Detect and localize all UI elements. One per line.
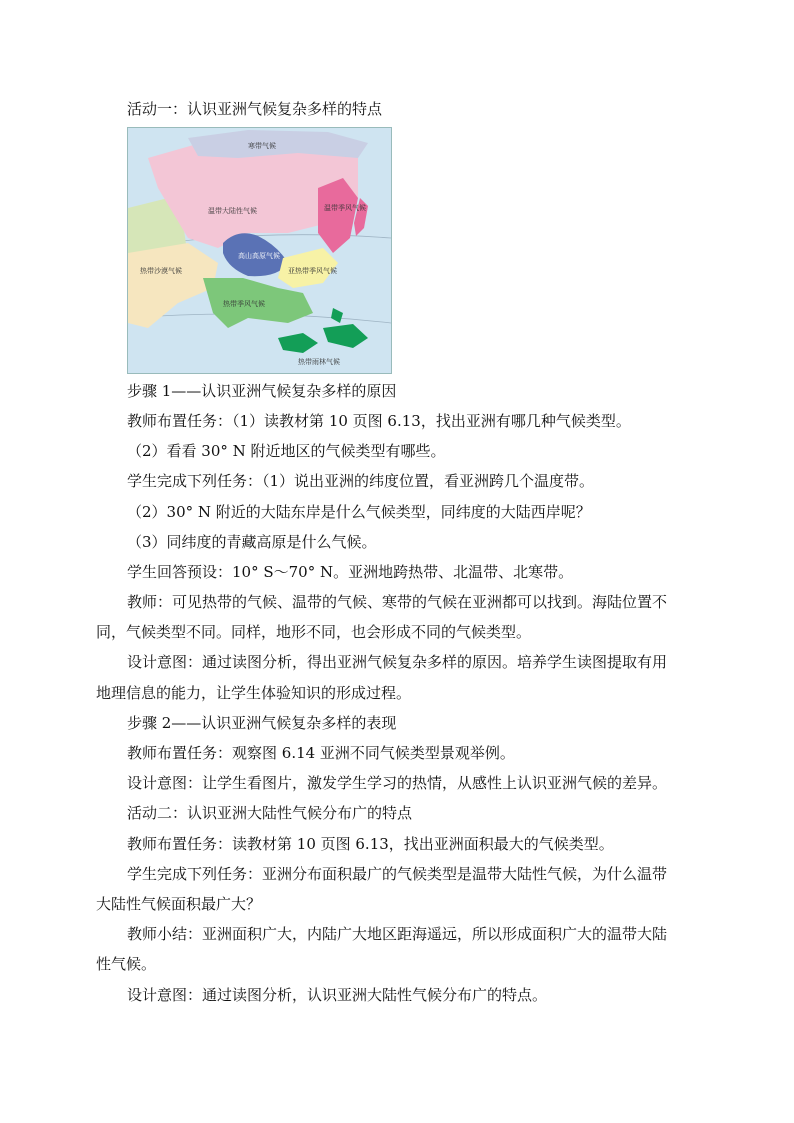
paragraph: 教师小结：亚洲面积广大，内陆广大地区距海遥远，所以形成面积广大的温带大陆 [127,925,668,943]
paragraph: 教师布置任务：观察图 6.14 亚洲不同气候类型景观举例。 [127,744,515,762]
map-label: 亚热带季风气候 [288,267,337,275]
paragraph: 学生回答预设：10° S～70° N。亚洲地跨热带、北温带、北寒带。 [127,563,574,581]
asia-climate-map-image [128,128,391,373]
map-label: 高山高原气候 [238,252,280,260]
paragraph: 学生完成下列任务：（1）说出亚洲的纬度位置，看亚洲跨几个温度带。 [127,472,595,490]
paragraph: 设计意图：通过读图分析，得出亚洲气候复杂多样的原因。培养学生读图提取有用 [127,653,668,671]
step-2-heading: 步骤 2——认识亚洲气候复杂多样的表现 [127,714,397,732]
paragraph: （3）同纬度的青藏高原是什么气候。 [127,533,377,551]
map-label: 寒带气候 [248,142,276,150]
paragraph: 同，气候类型不同。同样，地形不同，也会形成不同的气候类型。 [96,623,532,641]
asia-climate-map [127,127,392,374]
paragraph: 教师布置任务：读教材第 10 页图 6.13，找出亚洲面积最大的气候类型。 [127,835,614,853]
paragraph: 设计意图：让学生看图片，激发学生学习的热情，从感性上认识亚洲气候的差异。 [127,774,668,792]
map-label: 温带季风气候 [324,204,366,212]
heading-activity-1: 活动一：认识亚洲气候复杂多样的特点 [127,100,383,118]
map-label: 热带雨林气候 [298,358,340,366]
paragraph: （2）看看 30° N 附近地区的气候类型有哪些。 [127,442,446,460]
paragraph: 设计意图：通过读图分析，认识亚洲大陆性气候分布广的特点。 [127,986,548,1004]
step-1-heading: 步骤 1——认识亚洲气候复杂多样的原因 [127,382,397,400]
paragraph: 地理信息的能力，让学生体验知识的形成过程。 [96,684,412,702]
map-label: 热带沙漠气候 [140,267,182,275]
paragraph: （2）30° N 附近的大陆东岸是什么气候类型，同纬度的大陆西岸呢？ [127,503,591,521]
paragraph: 性气候。 [96,955,157,973]
map-label: 热带季风气候 [223,300,265,308]
map-label: 温带大陆性气候 [208,207,257,215]
heading-activity-2: 活动二：认识亚洲大陆性气候分布广的特点 [127,804,413,822]
paragraph: 教师布置任务：（1）读教材第 10 页图 6.13，找出亚洲有哪几种气候类型。 [127,412,631,430]
paragraph: 学生完成下列任务：亚洲分布面积最广的气候类型是温带大陆性气候，为什么温带 [127,865,668,883]
paragraph: 教师：可见热带的气候、温带的气候、寒带的气候在亚洲都可以找到。海陆位置不 [127,593,668,611]
paragraph: 大陆性气候面积最广大？ [96,895,262,913]
